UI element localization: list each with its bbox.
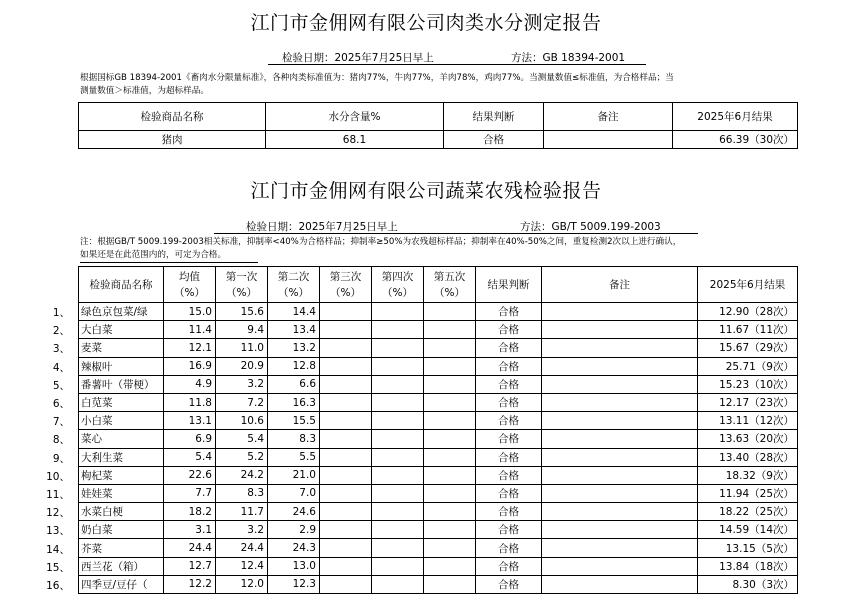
veg-avg: 6.9 (164, 430, 216, 448)
veg-test5 (424, 412, 476, 430)
veg-test4 (372, 557, 424, 575)
veg-col-t1-line2: （%） (226, 286, 257, 299)
veg-avg: 12.2 (164, 575, 216, 593)
veg-avg: 7.7 (164, 484, 216, 502)
veg-test1: 8.3 (216, 484, 268, 502)
veg-result: 合格 (476, 357, 542, 375)
veg-result: 合格 (476, 575, 542, 593)
veg-test1: 7.2 (216, 393, 268, 411)
veg-avg: 3.1 (164, 521, 216, 539)
veg-remark (542, 521, 698, 539)
veg-avg: 11.8 (164, 393, 216, 411)
veg-item-name: 白苋菜 (79, 393, 164, 411)
veg-col-t2 (268, 267, 320, 303)
veg-test3 (320, 321, 372, 339)
veg-remark (542, 484, 698, 502)
veg-result: 合格 (476, 375, 542, 393)
veg-test1: 24.4 (216, 539, 268, 557)
veg-test1: 24.2 (216, 466, 268, 484)
veg-june-result: 11.94（25次） (698, 484, 798, 502)
veg-test1: 11.7 (216, 503, 268, 521)
veg-remark (542, 412, 698, 430)
veg-row-number: 5、 (52, 379, 70, 392)
veg-test1: 9.4 (216, 321, 268, 339)
veg-remark (542, 339, 698, 357)
veg-table (78, 266, 798, 594)
veg-june-result: 8.30（3次） (698, 575, 798, 593)
veg-avg: 15.0 (164, 303, 216, 321)
veg-remark (542, 393, 698, 411)
table-row (79, 448, 798, 466)
veg-remark (542, 375, 698, 393)
veg-test1: 5.2 (216, 448, 268, 466)
meat-row (79, 131, 798, 149)
veg-remark (542, 557, 698, 575)
veg-row-number: 14、 (46, 543, 70, 556)
veg-test5 (424, 557, 476, 575)
table-row (79, 430, 798, 448)
veg-test3 (320, 375, 372, 393)
veg-item-name: 四季豆/豆仔（ (79, 575, 164, 593)
veg-test5 (424, 357, 476, 375)
veg-test1: 20.9 (216, 357, 268, 375)
veg-col-t3-line1: 第三次 (329, 270, 362, 283)
veg-test4 (372, 430, 424, 448)
veg-test2: 12.3 (268, 575, 320, 593)
veg-june-result: 14.59（14次） (698, 521, 798, 539)
veg-test1: 5.4 (216, 430, 268, 448)
veg-col-june: 2025年6月结果 (698, 267, 798, 303)
meat-header-row (79, 103, 798, 131)
veg-test3 (320, 539, 372, 557)
veg-test1: 12.4 (216, 557, 268, 575)
veg-result: 合格 (476, 539, 542, 557)
veg-col-t3-line2: （%） (330, 286, 361, 299)
veg-row-number: 10、 (46, 470, 70, 483)
veg-test5 (424, 539, 476, 557)
veg-avg: 12.1 (164, 339, 216, 357)
veg-test4 (372, 375, 424, 393)
veg-test4 (372, 521, 424, 539)
veg-test5 (424, 448, 476, 466)
veg-test4 (372, 393, 424, 411)
veg-test1: 3.2 (216, 521, 268, 539)
veg-remark (542, 575, 698, 593)
table-row (79, 375, 798, 393)
veg-avg: 18.2 (164, 503, 216, 521)
veg-col-avg-line2: （%） (174, 286, 205, 299)
table-row (79, 357, 798, 375)
veg-test5 (424, 430, 476, 448)
veg-row-number: 9、 (52, 452, 70, 465)
meat-item-name: 猪肉 (79, 131, 266, 149)
veg-col-t2-line1: 第二次 (277, 270, 310, 283)
veg-remark (542, 539, 698, 557)
veg-june-result: 18.22（25次） (698, 503, 798, 521)
veg-row-number: 8、 (52, 434, 70, 447)
veg-result: 合格 (476, 448, 542, 466)
veg-test2: 15.5 (268, 412, 320, 430)
veg-meta-underline (214, 233, 698, 234)
veg-test3 (320, 357, 372, 375)
table-row (79, 539, 798, 557)
veg-test1: 15.6 (216, 303, 268, 321)
veg-june-result: 13.63（20次） (698, 430, 798, 448)
veg-test3 (320, 557, 372, 575)
veg-test5 (424, 521, 476, 539)
meat-inspection-date: 检验日期：2025年7月25日早上 (282, 52, 434, 64)
meat-col-water: 水分含量% (266, 103, 444, 131)
table-row (79, 521, 798, 539)
veg-test3 (320, 503, 372, 521)
veg-row-number: 13、 (46, 525, 70, 538)
table-row (79, 466, 798, 484)
veg-row-number: 6、 (52, 398, 70, 410)
veg-avg: 24.4 (164, 539, 216, 557)
veg-remark (542, 303, 698, 321)
table-row (79, 321, 798, 339)
veg-result: 合格 (476, 484, 542, 502)
veg-item-name: 水菜白梗 (79, 503, 164, 521)
veg-test4 (372, 484, 424, 502)
veg-avg: 4.9 (164, 375, 216, 393)
veg-june-result: 15.23（10次） (698, 375, 798, 393)
veg-test5 (424, 484, 476, 502)
veg-test1: 3.2 (216, 375, 268, 393)
veg-june-result: 25.71（9次） (698, 357, 798, 375)
veg-remark (542, 321, 698, 339)
veg-item-name: 绿色京包菜/绿 (79, 303, 164, 321)
veg-test4 (372, 339, 424, 357)
veg-test3 (320, 339, 372, 357)
veg-note-line2: 如果还是在此范围内的，可定为合格。 (80, 250, 227, 260)
veg-test5 (424, 575, 476, 593)
veg-row-number: 16、 (46, 580, 70, 592)
meat-water-value: 68.1 (266, 131, 444, 149)
veg-col-t1-line1: 第一次 (225, 270, 258, 283)
table-row (79, 339, 798, 357)
veg-test4 (372, 321, 424, 339)
veg-test5 (424, 375, 476, 393)
meat-result: 合格 (444, 131, 544, 149)
veg-test3 (320, 393, 372, 411)
veg-test4 (372, 539, 424, 557)
veg-remark (542, 357, 698, 375)
veg-test2: 14.4 (268, 303, 320, 321)
veg-result: 合格 (476, 412, 542, 430)
table-row (79, 575, 798, 593)
veg-result: 合格 (476, 521, 542, 539)
veg-test4 (372, 412, 424, 430)
veg-test4 (372, 575, 424, 593)
veg-result: 合格 (476, 503, 542, 521)
veg-report-title: 江门市金佣网有限公司蔬菜农残检验报告 (250, 180, 602, 202)
veg-col-t4-line1: 第四次 (381, 270, 414, 283)
meat-note-line2: 测量数值＞标准值，为超标样品。 (80, 86, 209, 96)
veg-test3 (320, 303, 372, 321)
veg-header-row (79, 267, 798, 303)
veg-item-name: 辣椒叶 (79, 357, 164, 375)
meat-meta-underline (268, 64, 646, 65)
veg-test5 (424, 339, 476, 357)
veg-col-t5-line1: 第五次 (433, 270, 466, 283)
veg-test2: 13.2 (268, 339, 320, 357)
veg-item-name: 小白菜 (79, 412, 164, 430)
veg-item-name: 大利生菜 (79, 448, 164, 466)
veg-result: 合格 (476, 557, 542, 575)
veg-row-number: 7、 (52, 416, 70, 429)
veg-june-result: 12.90（28次） (698, 303, 798, 321)
veg-june-result: 11.67（11次） (698, 321, 798, 339)
meat-col-june: 2025年6月结果 (673, 103, 798, 131)
veg-test2: 13.0 (268, 557, 320, 575)
table-row (79, 412, 798, 430)
veg-inspection-date: 检验日期：2025年7月25日早上 (246, 221, 398, 233)
veg-test5 (424, 466, 476, 484)
veg-col-t4 (372, 267, 424, 303)
veg-june-result: 13.40（28次） (698, 448, 798, 466)
veg-row-number: 12、 (46, 507, 70, 520)
veg-test2: 6.6 (268, 375, 320, 393)
veg-test4 (372, 303, 424, 321)
veg-test2: 16.3 (268, 393, 320, 411)
veg-june-result: 15.67（29次） (698, 339, 798, 357)
veg-col-result: 结果判断 (476, 267, 542, 303)
veg-col-t4-line2: （%） (382, 286, 413, 299)
veg-test1: 11.0 (216, 339, 268, 357)
veg-item-name: 麦菜 (79, 339, 164, 357)
veg-col-avg-line1: 均值 (179, 270, 200, 283)
veg-test3 (320, 466, 372, 484)
veg-col-t5-line2: （%） (434, 286, 465, 299)
veg-test2: 8.3 (268, 430, 320, 448)
veg-test2: 7.0 (268, 484, 320, 502)
veg-test5 (424, 503, 476, 521)
veg-test3 (320, 484, 372, 502)
veg-result: 合格 (476, 466, 542, 484)
veg-note-underline (80, 262, 258, 263)
table-row (79, 557, 798, 575)
veg-avg: 22.6 (164, 466, 216, 484)
veg-row-number: 3、 (52, 343, 70, 356)
veg-result: 合格 (476, 321, 542, 339)
veg-june-result: 13.11（12次） (698, 412, 798, 430)
meat-june-result: 66.39（30次） (673, 131, 798, 149)
veg-row-number: 1、 (52, 307, 70, 319)
veg-item-name: 菜心 (79, 430, 164, 448)
veg-avg: 16.9 (164, 357, 216, 375)
veg-test2: 21.0 (268, 466, 320, 484)
veg-test4 (372, 503, 424, 521)
table-row (79, 393, 798, 411)
veg-result: 合格 (476, 430, 542, 448)
meat-col-name: 检验商品名称 (79, 103, 266, 131)
veg-col-t5 (424, 267, 476, 303)
table-row (79, 303, 798, 321)
veg-row-number: 2、 (52, 325, 70, 338)
veg-method: 方法：GB/T 5009.199-2003 (520, 221, 661, 233)
veg-test2: 24.3 (268, 539, 320, 557)
veg-june-result: 18.32（9次） (698, 466, 798, 484)
veg-test4 (372, 466, 424, 484)
veg-june-result: 12.17（23次） (698, 393, 798, 411)
veg-test2: 12.8 (268, 357, 320, 375)
veg-test5 (424, 321, 476, 339)
veg-col-avg (164, 267, 216, 303)
meat-method: 方法：GB 18394-2001 (511, 52, 626, 64)
veg-item-name: 番薯叶（带梗） (79, 375, 164, 393)
veg-result: 合格 (476, 303, 542, 321)
veg-item-name: 大白菜 (79, 321, 164, 339)
veg-test5 (424, 303, 476, 321)
meat-col-remark: 备注 (544, 103, 673, 131)
veg-test2: 13.4 (268, 321, 320, 339)
veg-test4 (372, 357, 424, 375)
veg-col-remark: 备注 (542, 267, 698, 303)
veg-test2: 24.6 (268, 503, 320, 521)
veg-test5 (424, 393, 476, 411)
veg-remark (542, 503, 698, 521)
veg-item-name: 芥菜 (79, 539, 164, 557)
meat-remark (544, 131, 673, 149)
veg-june-result: 13.15（5次） (698, 539, 798, 557)
veg-test2: 5.5 (268, 448, 320, 466)
veg-col-t2-line2: （%） (278, 286, 309, 299)
veg-item-name: 娃娃菜 (79, 484, 164, 502)
meat-table (78, 102, 798, 149)
meat-note-line1: 根据国标GB 18394-2001《畜肉水分限量标准》，各种肉类标准值为：猪肉77%，牛肉77%，羊肉78%，鸡肉77%。当测量数值≤标准值，为合格样品；当 (80, 73, 674, 83)
veg-col-name: 检验商品名称 (79, 267, 164, 303)
veg-remark (542, 466, 698, 484)
veg-test4 (372, 448, 424, 466)
veg-note-line1: 注：根据GB/T 5009.199-2003相关标准，抑制率<40%为合格样品；抑制率≥50%为农残超标样品；抑制率在40%-50%之间，重复检测2次以上进行确认， (80, 237, 682, 247)
veg-test3 (320, 430, 372, 448)
veg-result: 合格 (476, 339, 542, 357)
veg-avg: 11.4 (164, 321, 216, 339)
veg-remark (542, 430, 698, 448)
meat-col-result: 结果判断 (444, 103, 544, 131)
veg-item-name: 西兰花（箱） (79, 557, 164, 575)
table-row (79, 484, 798, 502)
veg-test3 (320, 575, 372, 593)
veg-test3 (320, 448, 372, 466)
veg-avg: 12.7 (164, 557, 216, 575)
veg-test1: 12.0 (216, 575, 268, 593)
veg-row-number: 4、 (52, 361, 70, 374)
veg-result: 合格 (476, 393, 542, 411)
veg-avg: 13.1 (164, 412, 216, 430)
veg-col-t3 (320, 267, 372, 303)
veg-item-name: 枸杞菜 (79, 466, 164, 484)
veg-row-number: 11、 (46, 489, 70, 501)
veg-remark (542, 448, 698, 466)
veg-item-name: 奶白菜 (79, 521, 164, 539)
veg-test3 (320, 521, 372, 539)
meat-report-title: 江门市金佣网有限公司肉类水分测定报告 (250, 12, 602, 34)
veg-avg: 5.4 (164, 448, 216, 466)
veg-june-result: 13.84（18次） (698, 557, 798, 575)
table-row (79, 503, 798, 521)
veg-test3 (320, 412, 372, 430)
veg-test1: 10.6 (216, 412, 268, 430)
veg-test2: 2.9 (268, 521, 320, 539)
veg-row-number: 15、 (46, 561, 70, 574)
veg-col-t1 (216, 267, 268, 303)
